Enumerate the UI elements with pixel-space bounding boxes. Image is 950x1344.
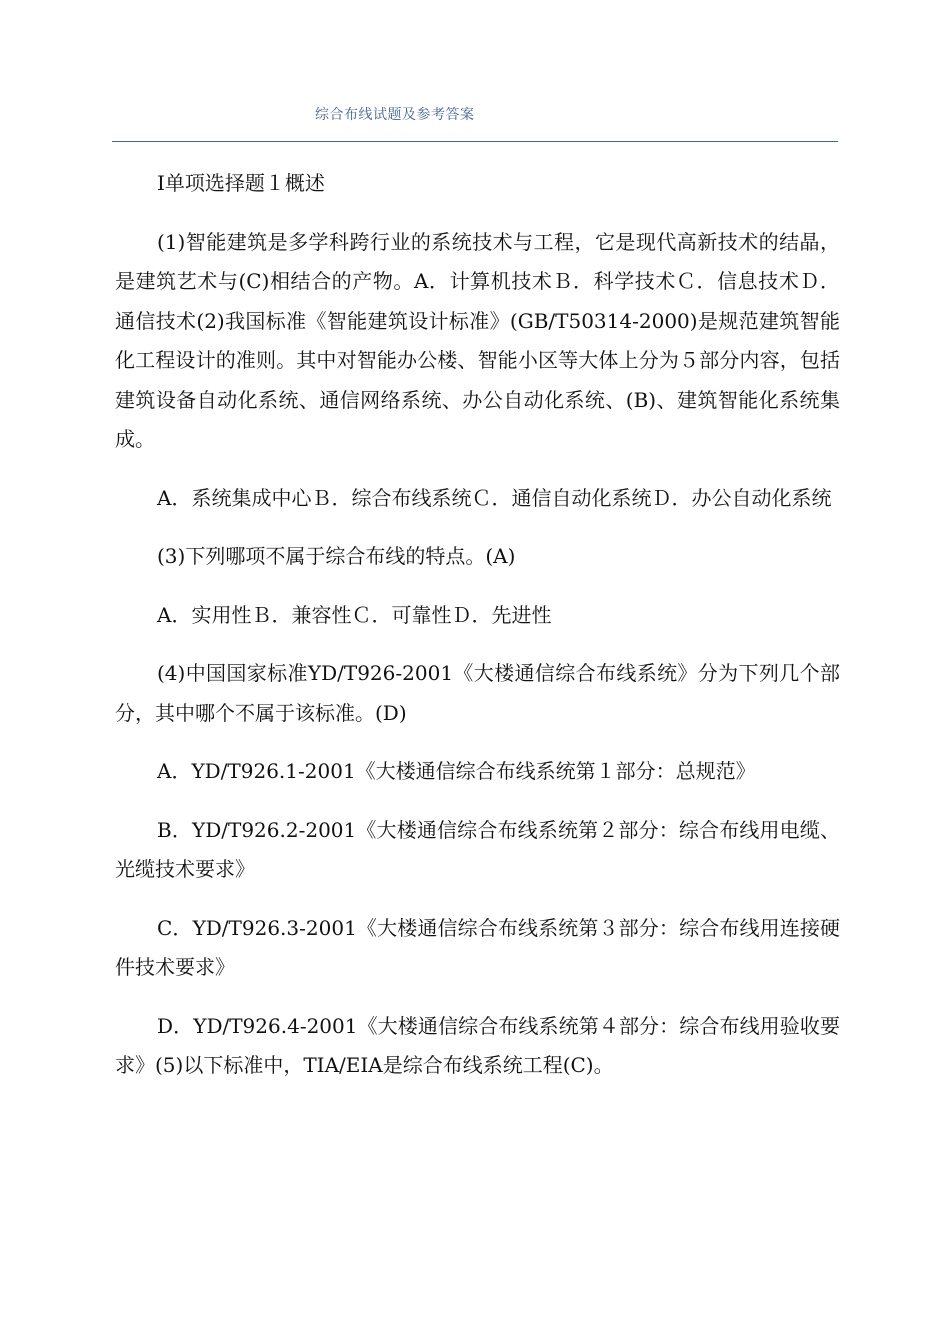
question-3: (3)下列哪项不属于综合布线的特点。(A) [157,544,516,568]
page-header [0,0,950,145]
answer-option-4b: B．YD/T926.2-2001《大楼通信综合布线系统第２部分：综合布线用电缆、光缆技术要求》 [115,817,840,881]
document-title: 综合布线试题及参考答案 [315,107,475,123]
section-heading: Ⅰ单项选择题１概述 [157,171,325,195]
answer-option-4d-question-5: D．YD/T926.4-2001《大楼通信综合布线系统第４部分：综合布线用验收要求》(5)以下标准中，TIA/EIA是综合布线系统工程(C)。 [115,1013,840,1077]
question-4: (4)中国国家标准YD/T926-2001《大楼通信综合布线系统》分为下列几个部分，其中哪个不属于该标准。(D) [115,661,840,725]
question-paragraph-1-2: (1)智能建筑是多学科跨行业的系统技术与工程，它是现代高新技术的结晶，是建筑艺术与(C)相结合的产物。A．计算机技术Ｂ．科学技术Ｃ．信息技术Ｄ．通信技术(2)我国标准《智能建筑设计标准》(GB/T50314-2000)是规范建筑智能化工程设计的准则。其中对智能办公楼、智能小区等大体上分为５部分内容，包括建筑设备自动化系统、通信网络系统、办公自动化系统、(B)、建筑智能化系统集成。 [115,229,840,451]
answer-options-3: A．实用性Ｂ．兼容性Ｃ．可靠性Ｄ．先进性 [157,602,552,627]
answer-option-4a: A．YD/T926.1-2001《大楼通信综合布线系统第１部分：总规范》 [157,759,756,783]
answer-options-2: A．系统集成中心Ｂ．综合布线系统Ｃ．通信自动化系统Ｄ．办公自动化系统 [157,485,832,510]
document-body [115,164,840,1105]
answer-option-4c: C．YD/T926.3-2001《大楼通信综合布线系统第３部分：综合布线用连接硬件技术要求》 [115,915,840,979]
header-divider [112,141,838,142]
